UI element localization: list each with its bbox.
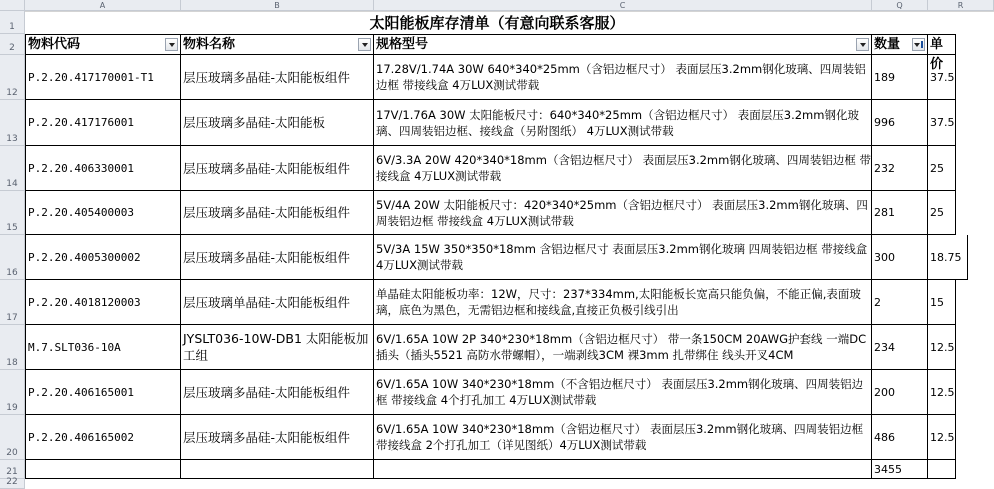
cell-price[interactable]: 18.75 xyxy=(928,235,968,280)
header-price-label: 单价 xyxy=(930,37,944,72)
cell-name[interactable]: 层压玻璃多晶硅-太阳能板组件 xyxy=(181,415,374,460)
cell-code[interactable]: P.2.20.406165002 xyxy=(25,415,181,460)
cell-empty[interactable] xyxy=(374,460,872,479)
row-header[interactable]: 22 xyxy=(0,479,25,489)
filter-dropdown-icon[interactable] xyxy=(856,38,869,51)
cell-qty[interactable]: 281 xyxy=(872,191,928,235)
cell-price[interactable]: 15 xyxy=(928,280,956,325)
grid-area[interactable] xyxy=(25,479,994,489)
cell-qty[interactable]: 189 xyxy=(872,55,928,100)
header-code[interactable] xyxy=(25,34,181,55)
sheet-title[interactable]: 太阳能板库存清单（有意向联系客服） xyxy=(369,14,625,32)
cell-empty[interactable] xyxy=(928,460,956,479)
cell-spec[interactable]: 6V/1.65A 10W 340*230*18mm（不含铝边框尺寸） 表面层压3.2mm钢化玻璃、四周装铝边框 带接线盒 4个打孔加工 4万LUX测试带载 xyxy=(374,370,872,415)
row-header[interactable]: 13 xyxy=(0,100,25,146)
cell-spec[interactable]: 5V/4A 20W 太阳能板尺寸：420*340*25mm（含铝边框尺寸） 表面层压3.2mm钢化玻璃、四周装铝边框 带接线盒 4万LUX测试带载 xyxy=(374,191,872,235)
row-header[interactable]: 19 xyxy=(0,370,25,415)
cell-name[interactable]: 层压玻璃多晶硅-太阳能板组件 xyxy=(181,235,374,280)
cell-empty[interactable] xyxy=(25,460,181,479)
cell-spec[interactable]: 5V/3A 15W 350*350*18mm 含铝边框尺寸 表面层压3.2mm钢化玻璃 四周装铝边框 带接线盒 4万LUX测试带载 xyxy=(374,235,872,280)
cell-name[interactable]: JYSLT036-10W-DB1 太阳能板加工组 xyxy=(181,325,374,370)
cell-code[interactable]: P.2.20.4005300002 xyxy=(25,235,181,280)
row-header[interactable]: 14 xyxy=(0,146,25,191)
cell-spec[interactable]: 6V/1.65A 10W 340*230*18mm（含铝边框尺寸） 表面层压3.2mm钢化玻璃、四周装铝边框 带接线盒 2个打孔加工（详见图纸）4万LUX测试带载 xyxy=(374,415,872,460)
cell-name[interactable]: 层压玻璃多晶硅-太阳能板组件 xyxy=(181,191,374,235)
cell-price[interactable]: 12.5 xyxy=(928,370,956,415)
header-name[interactable] xyxy=(181,34,374,55)
row-header[interactable]: 20 xyxy=(0,415,25,460)
header-price[interactable] xyxy=(928,34,956,72)
cell-price[interactable]: 37.5 xyxy=(928,100,956,146)
header-spec-label: 规格型号 xyxy=(376,37,429,52)
cell-qty[interactable]: 200 xyxy=(872,370,928,415)
cell-spec[interactable]: 17V/1.76A 30W 太阳能板尺寸：640*340*25mm（含铝边框尺寸） 表面层压3.2mm钢化玻璃、四周装铝边框、接线盒（另附图纸） 4万LUX测试带载 xyxy=(374,100,872,146)
cell-name[interactable]: 层压玻璃多晶硅-太阳能板 xyxy=(181,100,374,146)
column-header-r[interactable]: R xyxy=(928,0,994,11)
cell-qty[interactable]: 300 xyxy=(872,235,928,280)
cell-code[interactable]: M.7.SLT036-10A xyxy=(25,325,181,370)
cell-code[interactable]: P.2.20.406330001 xyxy=(25,146,181,191)
row-header[interactable]: 21 xyxy=(0,460,25,479)
cell-qty[interactable]: 232 xyxy=(872,146,928,191)
grid-area[interactable] xyxy=(956,55,994,460)
cell-qty[interactable]: 2 xyxy=(872,280,928,325)
cell-price[interactable]: 12.5 xyxy=(928,415,956,460)
row-header[interactable]: 15 xyxy=(0,191,25,235)
cell-name[interactable]: 层压玻璃多晶硅-太阳能板组件 xyxy=(181,370,374,415)
cell-price[interactable]: 25 xyxy=(928,191,956,235)
cell-qty[interactable]: 234 xyxy=(872,325,928,370)
sort-filter-icon[interactable] xyxy=(912,38,925,51)
header-code-label: 物料代码 xyxy=(28,37,81,52)
row-header[interactable]: 12 xyxy=(0,55,25,100)
column-header-b[interactable]: B xyxy=(181,0,374,11)
cell-price[interactable]: 12.5 xyxy=(928,325,956,370)
cell-code[interactable]: P.2.20.406165001 xyxy=(25,370,181,415)
filter-dropdown-icon[interactable] xyxy=(165,38,178,51)
header-qty-label: 数量 xyxy=(874,37,901,52)
cell-name[interactable]: 层压玻璃多晶硅-太阳能板组件 xyxy=(181,55,374,100)
row-header[interactable]: 16 xyxy=(0,235,25,280)
cell-qty[interactable]: 486 xyxy=(872,415,928,460)
cell-price[interactable]: 37.5 xyxy=(928,55,956,100)
cell-empty[interactable] xyxy=(181,460,374,479)
cell-code[interactable]: P.2.20.417176001 xyxy=(25,100,181,146)
cell-spec[interactable]: 6V/1.65A 10W 2P 340*230*18mm（含铝边框尺寸） 带一条150CM 20AWG护套线 一端DC插头（插头5521 高防水带螺帽），一端剥线3CM 裸3mm 扎带绑住 线头开叉4CM xyxy=(374,325,872,370)
row-header[interactable]: 1 xyxy=(0,11,25,34)
column-header-q[interactable]: Q xyxy=(872,0,928,11)
cell-total-qty[interactable]: 3455 xyxy=(872,460,928,479)
cell-code[interactable]: P.2.20.4018120003 xyxy=(25,280,181,325)
row-header[interactable]: 18 xyxy=(0,325,25,370)
row-header[interactable]: 2 xyxy=(0,34,25,55)
select-all-corner[interactable] xyxy=(0,0,25,11)
cell-qty[interactable]: 996 xyxy=(872,100,928,146)
header-name-label: 物料名称 xyxy=(183,37,236,52)
row-header[interactable]: 17 xyxy=(0,280,25,325)
cell-spec[interactable]: 单晶硅太阳能板功率：12W，尺寸：237*334mm,太阳能板长宽高只能负偏，不能正偏,表面玻璃，底色为黑色，无需铝边框和接线盒,直接正负极引线引出 xyxy=(374,280,872,325)
column-header-c[interactable]: C xyxy=(374,0,872,11)
cell-code[interactable]: P.2.20.417170001-T1 xyxy=(25,55,181,100)
header-qty[interactable] xyxy=(872,34,928,55)
cell-price[interactable]: 25 xyxy=(928,146,956,191)
cell-spec[interactable]: 17.28V/1.74A 30W 640*340*25mm（含铝边框尺寸） 表面层压3.2mm钢化玻璃、四周装铝边框 带接线盒 4万LUX测试带载 xyxy=(374,55,872,100)
cell-name[interactable]: 层压玻璃多晶硅-太阳能板组件 xyxy=(181,146,374,191)
filter-dropdown-icon[interactable] xyxy=(358,38,371,51)
column-header-a[interactable]: A xyxy=(25,0,181,11)
cell-code[interactable]: P.2.20.405400003 xyxy=(25,191,181,235)
cell-name[interactable]: 层压玻璃单晶硅-太阳能板组件 xyxy=(181,280,374,325)
cell-spec[interactable]: 6V/3.3A 20W 420*340*18mm（含铝边框尺寸） 表面层压3.2mm钢化玻璃、四周装铝边框 带接线盒 4万LUX测试带载 xyxy=(374,146,872,191)
header-spec[interactable] xyxy=(374,34,872,55)
